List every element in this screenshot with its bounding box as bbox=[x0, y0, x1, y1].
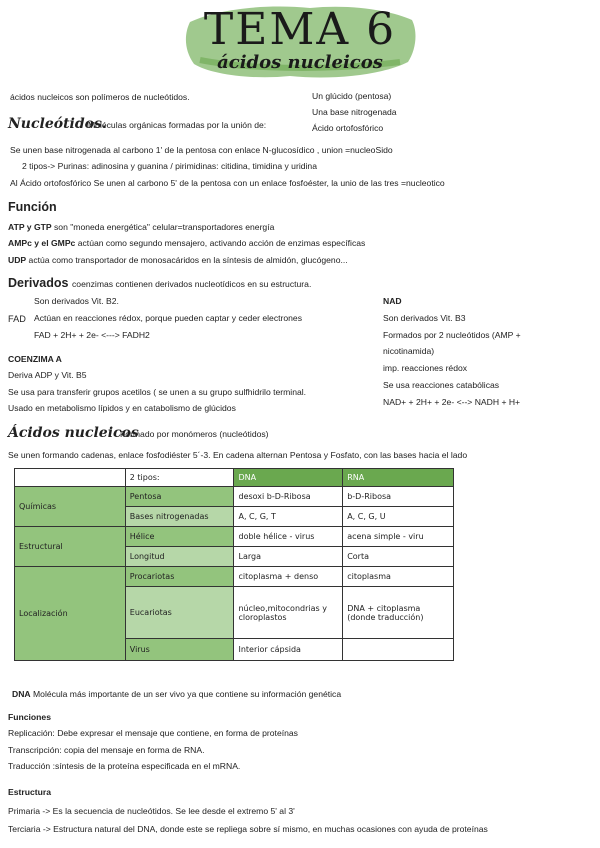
row-label: Longitud bbox=[125, 547, 234, 567]
estructura-item: Terciaria -> Estructura natural del DNA, donde este se repliega sobre sí mismo, en muchas ocasiones con ayuda de proteínas bbox=[8, 824, 488, 834]
estructura-item: Primaria -> Es la secuencia de nucleótidos. Se lee desde el extremo 5' al 3' bbox=[8, 806, 295, 816]
dna-cell: doble hélice - virus bbox=[234, 527, 343, 547]
funcion-dna-item: Transcripción: copia del mensaje en forma de RNA. bbox=[8, 745, 205, 755]
rna-cell: DNA + citoplasma (donde traducción) bbox=[343, 587, 454, 639]
table-header-dna: DNA bbox=[234, 469, 343, 487]
table-row bbox=[15, 487, 454, 507]
coenzima-a-line: Usado en metabolismo lípidos y en catabolismo de glúcidos bbox=[8, 403, 236, 413]
funcion-dna-item: Replicación: Debe expresar el mensaje que contiene, en forma de proteínas bbox=[8, 728, 298, 738]
dna-cell: A, C, G, T bbox=[234, 507, 343, 527]
derivados-heading: Derivados bbox=[8, 276, 69, 290]
coenzima-a-line: Se usa para transferir grupos acetilos ( se unen a su grupo sulfhidrilo terminal. bbox=[8, 387, 307, 397]
nucleotidos-definition: Moléculas orgánicas formadas por la unión de: bbox=[88, 120, 267, 130]
funciones-heading: Funciones bbox=[8, 712, 51, 722]
fad-line: Son derivados Vit. B2. bbox=[34, 296, 119, 306]
rna-cell: b-D-Ribosa bbox=[343, 487, 454, 507]
dna-line: DNA Molécula más importante de un ser vivo ya que contiene su información genética bbox=[12, 689, 342, 699]
dna-rna-table bbox=[14, 468, 454, 661]
rna-cell: A, C, G, U bbox=[343, 507, 454, 527]
nucleotido-part: Una base nitrogenada bbox=[312, 107, 397, 117]
intro-text: ácidos nucleicos son polímeros de nucleótidos. bbox=[10, 92, 190, 102]
nad-line: Son derivados Vit. B3 bbox=[383, 313, 466, 323]
row-label: Pentosa bbox=[125, 487, 234, 507]
group-label: Estructural bbox=[15, 527, 126, 567]
acidos-heading: Ácidos nucleicos bbox=[8, 425, 139, 441]
coenzima-a-label: COENZIMA A bbox=[8, 354, 62, 364]
dna-cell: desoxi b-D-Ribosa bbox=[234, 487, 343, 507]
table-row bbox=[15, 567, 454, 587]
group-label: Localización bbox=[15, 567, 126, 661]
fad-line: FAD + 2H+ + 2e- <---> FADH2 bbox=[34, 330, 150, 340]
page-title: TEMA 6 bbox=[203, 4, 397, 55]
row-label: Virus bbox=[125, 639, 234, 661]
nucleotido-part: Ácido ortofosfórico bbox=[312, 123, 384, 133]
estructura-heading: Estructura bbox=[8, 787, 51, 797]
funcion-dna-item: Traducción :síntesis de la proteína especificada en el mRNA. bbox=[8, 761, 241, 771]
derivados-intro: coenzimas contienen derivados nucleotídicos en su estructura. bbox=[72, 279, 312, 289]
row-label: Hélice bbox=[125, 527, 234, 547]
row-label: Procariotas bbox=[125, 567, 234, 587]
table-corner bbox=[15, 469, 126, 487]
row-label: Bases nitrogenadas bbox=[125, 507, 234, 527]
nad-line: Se usa reacciones catabólicas bbox=[383, 380, 500, 390]
acidos-definition: Formado por monómeros (nucleótidos) bbox=[120, 429, 269, 439]
rna-cell: Corta bbox=[343, 547, 454, 567]
group-label: Químicas bbox=[15, 487, 126, 527]
page-subtitle: ácidos nucleicos bbox=[217, 52, 383, 73]
fad-label: FAD bbox=[8, 314, 26, 324]
coenzima-a-line: Deriva ADP y Vit. B5 bbox=[8, 370, 87, 380]
rna-cell: citoplasma bbox=[343, 567, 454, 587]
nucleotidos-line: Se unen base nitrogenada al carbono 1' de la pentosa con enlace N-glucosídico , union =nucleoSido bbox=[10, 145, 393, 155]
nad-line: nicotinamida) bbox=[383, 346, 435, 356]
acidos-line: Se unen formando cadenas, enlace fosfodiéster 5´-3. En cadena alternan Pentosa y Fosfato, con las bases hacia el lado bbox=[8, 450, 468, 460]
nad-label: NAD bbox=[383, 296, 402, 306]
dna-cell: Interior cápsida bbox=[234, 639, 343, 661]
nad-line: NAD+ + 2H+ + 2e- <--> NADH + H+ bbox=[383, 397, 521, 407]
rna-cell: acena simple - viru bbox=[343, 527, 454, 547]
table-header-rna: RNA bbox=[343, 469, 454, 487]
nad-line: imp. reacciones rédox bbox=[383, 363, 468, 373]
funcion-item: ATP y GTP son "moneda energética" celular=transportadores energía bbox=[8, 222, 275, 232]
nucleotido-part: Un glúcido (pentosa) bbox=[312, 91, 392, 101]
nad-line: Formados por 2 nucleótidos (AMP + bbox=[383, 330, 521, 340]
nucleotidos-line: 2 tipos-> Purinas: adinosina y guanina / pirimidinas: citidina, timidina y uridina bbox=[22, 161, 317, 171]
rna-cell bbox=[343, 639, 454, 661]
table-row bbox=[15, 527, 454, 547]
funcion-item: AMPc y el GMPc actúan como segundo mensajero, activando acción de enzimas específicas bbox=[8, 238, 366, 248]
dna-cell: Larga bbox=[234, 547, 343, 567]
fad-line: Actúan en reacciones rédox, porque pueden captar y ceder electrones bbox=[34, 313, 303, 323]
nucleotidos-heading: Nucleótidos. bbox=[8, 116, 107, 132]
row-label: Eucariotas bbox=[125, 587, 234, 639]
dna-cell: citoplasma + denso bbox=[234, 567, 343, 587]
table-header: 2 tipos: bbox=[125, 469, 234, 487]
funcion-heading: Función bbox=[8, 200, 57, 214]
dna-cell: núcleo,mitocondrias y cloroplastos bbox=[234, 587, 343, 639]
nucleotidos-line: Al Ácido ortofosfórico Se unen al carbono 5' de la pentosa con un enlace fosfoéster, la unio de las tres =nucleotico bbox=[10, 178, 445, 188]
funcion-item: UDP actúa como transportador de monosacáridos en la síntesis de almidón, glucógeno... bbox=[8, 255, 348, 265]
